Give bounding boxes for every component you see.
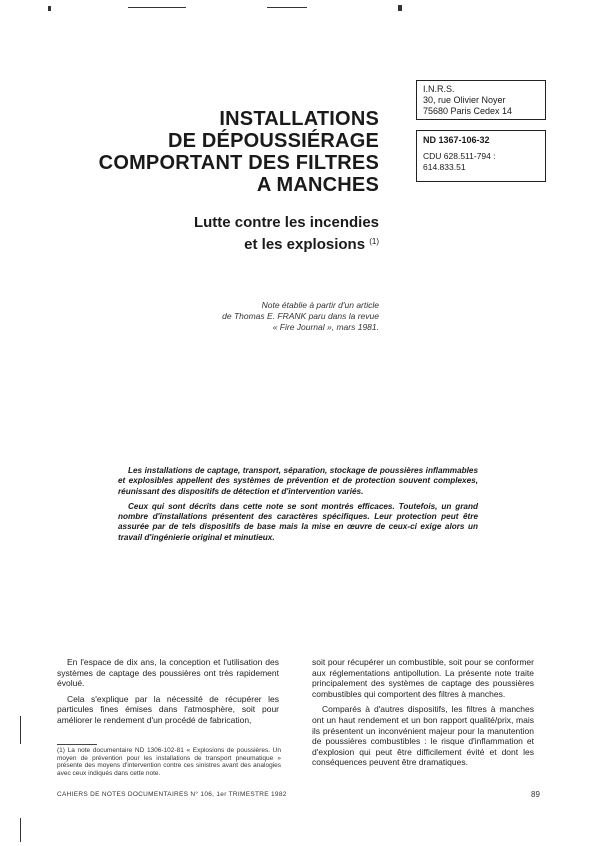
- body-paragraph: soit pour récupérer un combustible, soit pour se conformer aux réglementations antipollution. La présente note traite principalement des systèmes de captage des poussières combustibles qui comportent des filtres à manches.: [312, 657, 534, 699]
- body-paragraph: Comparés à d'autres dispositifs, les filtres à manches ont un haut rendement et un bon rapport qualité/prix, mais ils présentent un inconvénient majeur pour la manutention de poussières combustibles : le risque d'inflammation et d'explosion qui peut être difficilement évité et dont les conséquences peuvent être dramatiques.: [312, 704, 534, 768]
- body-paragraph: En l'espace de dix ans, la conception et l'utilisation des systèmes de captage des poussières ont très rapidement évolué.: [57, 657, 279, 689]
- address-line: 75680 Paris Cedex 14: [423, 106, 513, 116]
- source-note-line: de Thomas E. FRANK paru dans la revue: [222, 311, 379, 321]
- footnote-marker: (1): [369, 237, 379, 246]
- subtitle-text: et les explosions: [244, 236, 366, 253]
- body-column-right: [312, 657, 534, 773]
- scan-mark: [128, 7, 186, 8]
- body-paragraph: Cela s'explique par la nécessité de récupérer les particules fines émises dans l'atmosphère, soit pour améliorer le rendement d'un procédé de fabrication,: [57, 693, 279, 725]
- scan-mark: [267, 7, 307, 8]
- title-line: INSTALLATIONS: [219, 108, 379, 130]
- title-line: COMPORTANT DES FILTRES: [98, 152, 379, 174]
- scan-mark: [398, 5, 402, 11]
- abstract-paragraph: Les installations de captage, transport, séparation, stockage de poussières inflammables et explosibles appellent des systèmes de prévention et de protection souvent complexes, réunissant des dispositifs de détection et d'intervention variés.: [118, 466, 478, 496]
- footnote: (1) La note documentaire ND 1306-102-81 « Explosions de poussières. Un moyen de prévention pour les installations de transport pneumatique » présente des moyens d'intervention contre ces sinistres avant des analogies avec ceux indiqués dans cette note.: [57, 747, 281, 777]
- scan-mark: [20, 716, 21, 744]
- footnote-rule: [57, 744, 97, 745]
- cdu-line: 614.833.51: [423, 162, 466, 172]
- address-line: I.N.R.S.: [423, 84, 455, 94]
- reference-box: [416, 130, 546, 182]
- cdu-line: CDU 628.511-794 :: [423, 151, 496, 161]
- subtitle: [194, 213, 379, 254]
- scan-mark: [48, 6, 51, 11]
- page-number: 89: [531, 790, 540, 799]
- abstract-paragraph: Ceux qui sont décrits dans cette note se sont montrés efficaces. Toutefois, un grand nombre d'installations présentent des caractères spécifiques. Leur protection peut être assurée par de tels dispositifs de base mais la mise en œuvre de ceux-ci exige alors un travail d'ingénierie original et minutieux.: [118, 501, 478, 542]
- source-note-line: « Fire Journal », mars 1981.: [272, 322, 379, 332]
- source-note-line: Note établie à partir d'un article: [261, 300, 379, 310]
- subtitle-line: [194, 232, 379, 254]
- abstract: [118, 466, 478, 548]
- title-line: DE DÉPOUSSIÉRAGE: [167, 130, 379, 152]
- address-box: [416, 80, 546, 120]
- page-title: [99, 108, 379, 196]
- title-line: A MANCHES: [256, 174, 379, 196]
- source-note: [222, 300, 379, 333]
- journal-footer: CAHIERS DE NOTES DOCUMENTAIRES N° 106, 1er TRIMESTRE 1982: [57, 791, 287, 798]
- subtitle-line: Lutte contre les incendies: [193, 214, 379, 231]
- address-line: 30, rue Olivier Noyer: [423, 95, 506, 105]
- body-column-left: [57, 657, 279, 731]
- scan-mark: [20, 818, 21, 842]
- document-code: ND 1367-106-32: [423, 135, 490, 145]
